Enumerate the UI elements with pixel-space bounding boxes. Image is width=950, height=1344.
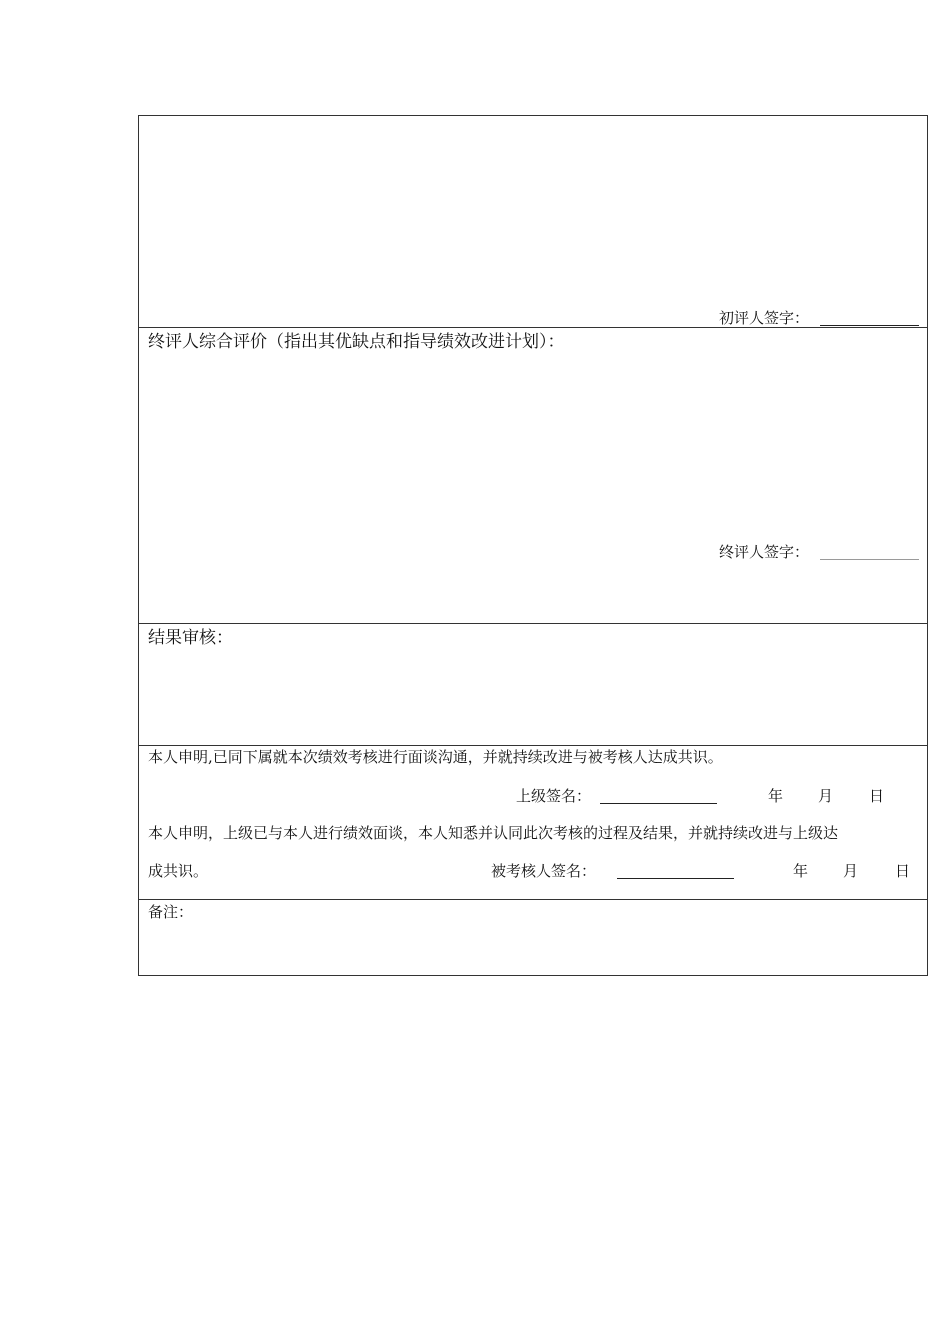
- supervisor-date-year: 年: [768, 787, 784, 805]
- result-review-row: [139, 623, 927, 745]
- supervisor-date-month: 月: [818, 787, 834, 805]
- supervisor-signature-line[interactable]: [600, 803, 717, 804]
- initial-reviewer-signature-label: 初评人签字：: [719, 309, 810, 327]
- appraisal-form-table: [138, 115, 928, 976]
- declaration-row: [139, 745, 927, 899]
- employee-signature-line[interactable]: [617, 878, 734, 879]
- final-reviewer-signature-label: 终评人签字：: [719, 543, 810, 561]
- supervisor-signature-label: 上级签名：: [516, 787, 592, 805]
- employee-date-day: 日: [895, 862, 911, 880]
- result-review-heading: 结果审核：: [148, 628, 233, 648]
- remarks-label: 备注：: [148, 903, 194, 921]
- employee-date-month: 月: [843, 862, 859, 880]
- initial-review-row: [139, 116, 927, 327]
- final-review-heading: 终评人综合评价（指出其优缺点和指导绩效改进计划）：: [148, 332, 565, 352]
- initial-reviewer-signature-line[interactable]: [820, 325, 919, 326]
- final-review-row: [139, 327, 927, 623]
- supervisor-date-day: 日: [869, 787, 885, 805]
- employee-signature-label: 被考核人签名：: [491, 862, 597, 880]
- remarks-row: [139, 899, 927, 975]
- final-reviewer-signature-line[interactable]: [820, 559, 919, 560]
- employee-statement-line1: 本人申明，上级已与本人进行绩效面谈，本人知悉并认同此次考核的过程及结果，并就持续改进与上级达: [148, 824, 839, 842]
- employee-statement-line2: 成共识。: [148, 862, 209, 880]
- employee-date-year: 年: [793, 862, 809, 880]
- supervisor-statement: 本人申明,已同下属就本次绩效考核进行面谈沟通，并就持续改进与被考核人达成共识。: [148, 748, 723, 766]
